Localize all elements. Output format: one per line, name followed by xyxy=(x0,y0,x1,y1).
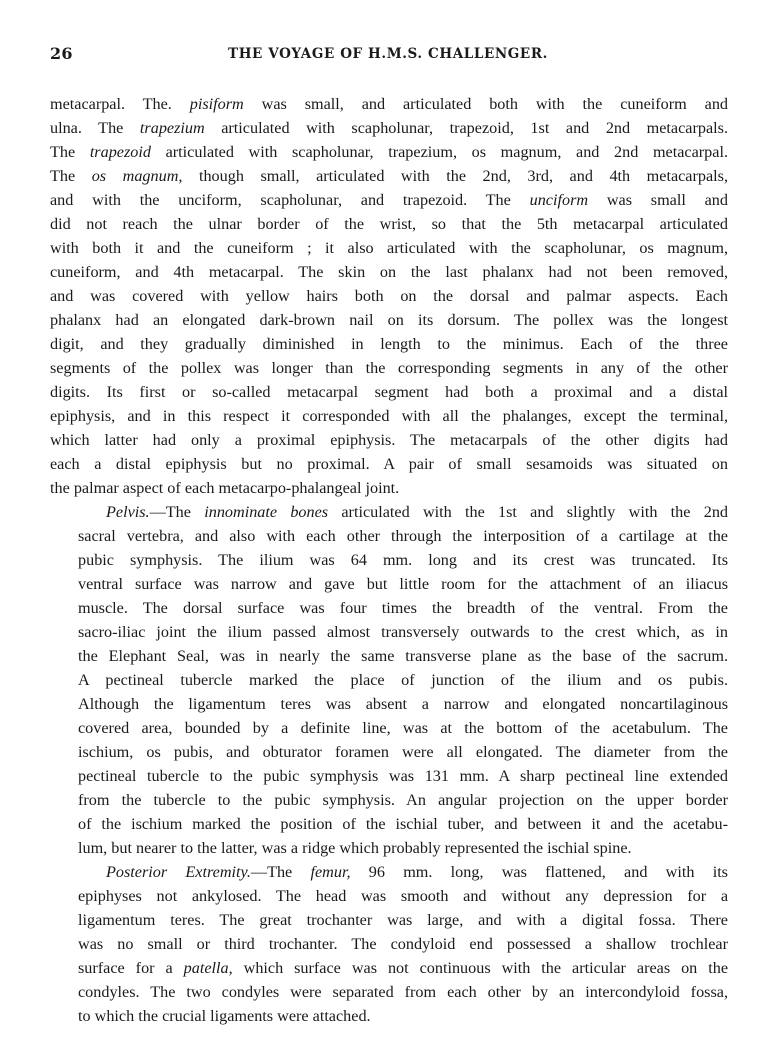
italic-term: unciform xyxy=(529,191,589,209)
text-run: metacarpal. The. xyxy=(50,95,190,113)
text-run: The xyxy=(50,143,90,161)
text-line xyxy=(50,836,728,860)
text-line xyxy=(50,308,728,332)
text-run: which surface was not continuous with the articular areas on the xyxy=(232,959,729,977)
page-number: 26 xyxy=(50,44,73,63)
text-run: —The xyxy=(250,863,311,881)
text-line xyxy=(50,164,728,188)
text-run: digit, and they gradually diminished in length to the minimus. Each of the three xyxy=(50,335,728,353)
text-line xyxy=(50,980,728,1004)
text-line xyxy=(50,788,728,812)
text-run: surface for a xyxy=(78,959,184,977)
text-run: with both it and the cuneiform ; it also articulated with the scapholunar, os magnum, xyxy=(50,239,728,257)
text-line xyxy=(50,956,728,980)
text-line xyxy=(50,188,728,212)
text-run: did not reach the ulnar border of the wrist, so that the 5th metacarpal articulated xyxy=(50,215,728,233)
text-line xyxy=(50,596,728,620)
italic-term: femur, xyxy=(310,863,351,881)
text-line xyxy=(50,404,728,428)
italic-term: trapezoid xyxy=(89,143,151,161)
text-line xyxy=(50,548,728,572)
text-run: digits. Its first or so-called metacarpal segment had both a proximal and a distal xyxy=(50,383,728,401)
text-line xyxy=(50,212,728,236)
text-run: muscle. The dorsal surface was four times the breadth of the ventral. From the xyxy=(78,599,728,617)
text-run: epiphyses not ankylosed. The head was smooth and without any depression for a xyxy=(78,887,728,905)
text-run: phalanx had an elongated dark-brown nail on its dorsum. The pollex was the longest xyxy=(50,311,728,329)
text-line xyxy=(50,668,728,692)
text-line xyxy=(50,740,728,764)
text-run: articulated with scapholunar, trapezium, os magnum, and 2nd metacarpal. xyxy=(150,143,728,161)
paragraph-pelvis xyxy=(50,500,728,860)
page-header xyxy=(50,44,726,68)
text-run: though small, articulated with the 2nd, 3rd, and 4th metacarpals, xyxy=(182,167,729,185)
text-line xyxy=(50,1004,728,1028)
text-run: ischium, os pubis, and obturator foramen were all elongated. The diameter from the xyxy=(78,743,728,761)
text-line xyxy=(50,764,728,788)
text-line xyxy=(50,812,728,836)
text-line xyxy=(50,620,728,644)
text-run: epiphysis, and in this respect it corresponded with all the phalanges, except the terminal, xyxy=(50,407,728,425)
text-line xyxy=(50,908,728,932)
text-run: was small, and articulated both with the cuneiform and xyxy=(243,95,729,113)
text-line xyxy=(50,284,728,308)
text-run: and with the unciform, scapholunar, and trapezoid. The xyxy=(50,191,530,209)
text-run: sacral vertebra, and also with each other through the interposition of a cartilage at the xyxy=(78,527,728,545)
text-line xyxy=(50,380,728,404)
running-title: THE VOYAGE OF H.M.S. CHALLENGER. xyxy=(228,46,548,62)
text-run: articulated with scapholunar, trapezoid, 1st and 2nd metacarpals. xyxy=(204,119,728,137)
text-run: and was covered with yellow hairs both on the dorsal and palmar aspects. Each xyxy=(50,287,728,305)
text-line xyxy=(50,644,728,668)
text-line xyxy=(50,692,728,716)
text-run: from the tubercle to the pubic symphysis. An angular projection on the upper border xyxy=(78,791,728,809)
text-run: lum, but nearer to the latter, was a ridge which probably represented the ischial spine. xyxy=(78,839,632,857)
text-run: was no small or third trochanter. The condyloid end possessed a shallow trochlear xyxy=(78,935,728,953)
text-line xyxy=(50,116,728,140)
italic-term: innominate bones xyxy=(204,503,329,521)
text-line xyxy=(50,500,728,524)
text-run: ventral surface was narrow and gave but little room for the attachment of an iliacus xyxy=(78,575,728,593)
text-line xyxy=(50,356,728,380)
text-run: each a distal epiphysis but no proximal. A pair of small sesamoids was situated on xyxy=(50,455,728,473)
italic-term: Pelvis. xyxy=(106,503,150,521)
text-run: the palmar aspect of each metacarpo-phalangeal joint. xyxy=(50,479,400,497)
text-line xyxy=(50,332,728,356)
text-run: condyles. The two condyles were separated from each other by an intercondyloid fossa, xyxy=(78,983,728,1001)
text-run: was small and xyxy=(588,191,728,209)
italic-term: patella, xyxy=(183,959,233,977)
text-run: The xyxy=(50,167,92,185)
text-line xyxy=(50,428,728,452)
text-run: 96 mm. long, was flattened, and with its xyxy=(350,863,728,881)
text-line xyxy=(50,140,728,164)
text-run: A pectineal tubercle marked the place of junction of the ilium and os pubis. xyxy=(78,671,728,689)
text-line xyxy=(50,92,728,116)
text-run: of the ischium marked the position of the ischial tuber, and between it and the acetabu- xyxy=(78,815,728,833)
text-line xyxy=(50,452,728,476)
text-run: ligamentum teres. The great trochanter was large, and with a digital fossa. There xyxy=(78,911,728,929)
italic-term: Posterior Extremity. xyxy=(106,863,251,881)
text-line xyxy=(50,524,728,548)
text-run: pectineal tubercle to the pubic symphysis was 131 mm. A sharp pectineal line extended xyxy=(78,767,728,785)
italic-term: pisiform xyxy=(189,95,244,113)
text-line xyxy=(50,572,728,596)
text-run: segments of the pollex was longer than the corresponding segments in any of the other xyxy=(50,359,728,377)
text-run: covered area, bounded by a definite line, was at the bottom of the acetabulum. The xyxy=(78,719,728,737)
body-text xyxy=(50,92,728,1028)
text-line xyxy=(50,716,728,740)
text-line xyxy=(50,932,728,956)
paragraph-posterior-extremity xyxy=(50,860,728,1028)
text-run: —The xyxy=(149,503,205,521)
text-run: which latter had only a proximal epiphysis. The metacarpals of the other digits had xyxy=(50,431,728,449)
italic-term: trapezium xyxy=(139,119,205,137)
italic-term: os magnum, xyxy=(91,167,183,185)
text-run: ulna. The xyxy=(50,119,140,137)
paragraph-carpus xyxy=(50,92,728,500)
text-run: cuneiform, and 4th metacarpal. The skin on the last phalanx had not been removed, xyxy=(50,263,728,281)
text-line xyxy=(50,476,728,500)
text-run: pubic symphysis. The ilium was 64 mm. long and its crest was truncated. Its xyxy=(78,551,728,569)
text-line xyxy=(50,236,728,260)
text-run: the Elephant Seal, was in nearly the same transverse plane as the base of the sacrum. xyxy=(78,647,728,665)
text-line xyxy=(50,260,728,284)
text-run: articulated with the 1st and slightly with the 2nd xyxy=(328,503,729,521)
text-line xyxy=(50,860,728,884)
text-line xyxy=(50,884,728,908)
text-run: Although the ligamentum teres was absent a narrow and elongated noncartilaginous xyxy=(78,695,728,713)
text-run: to which the crucial ligaments were attached. xyxy=(78,1007,371,1025)
text-run: sacro-iliac joint the ilium passed almost transversely outwards to the crest which, as in xyxy=(78,623,728,641)
